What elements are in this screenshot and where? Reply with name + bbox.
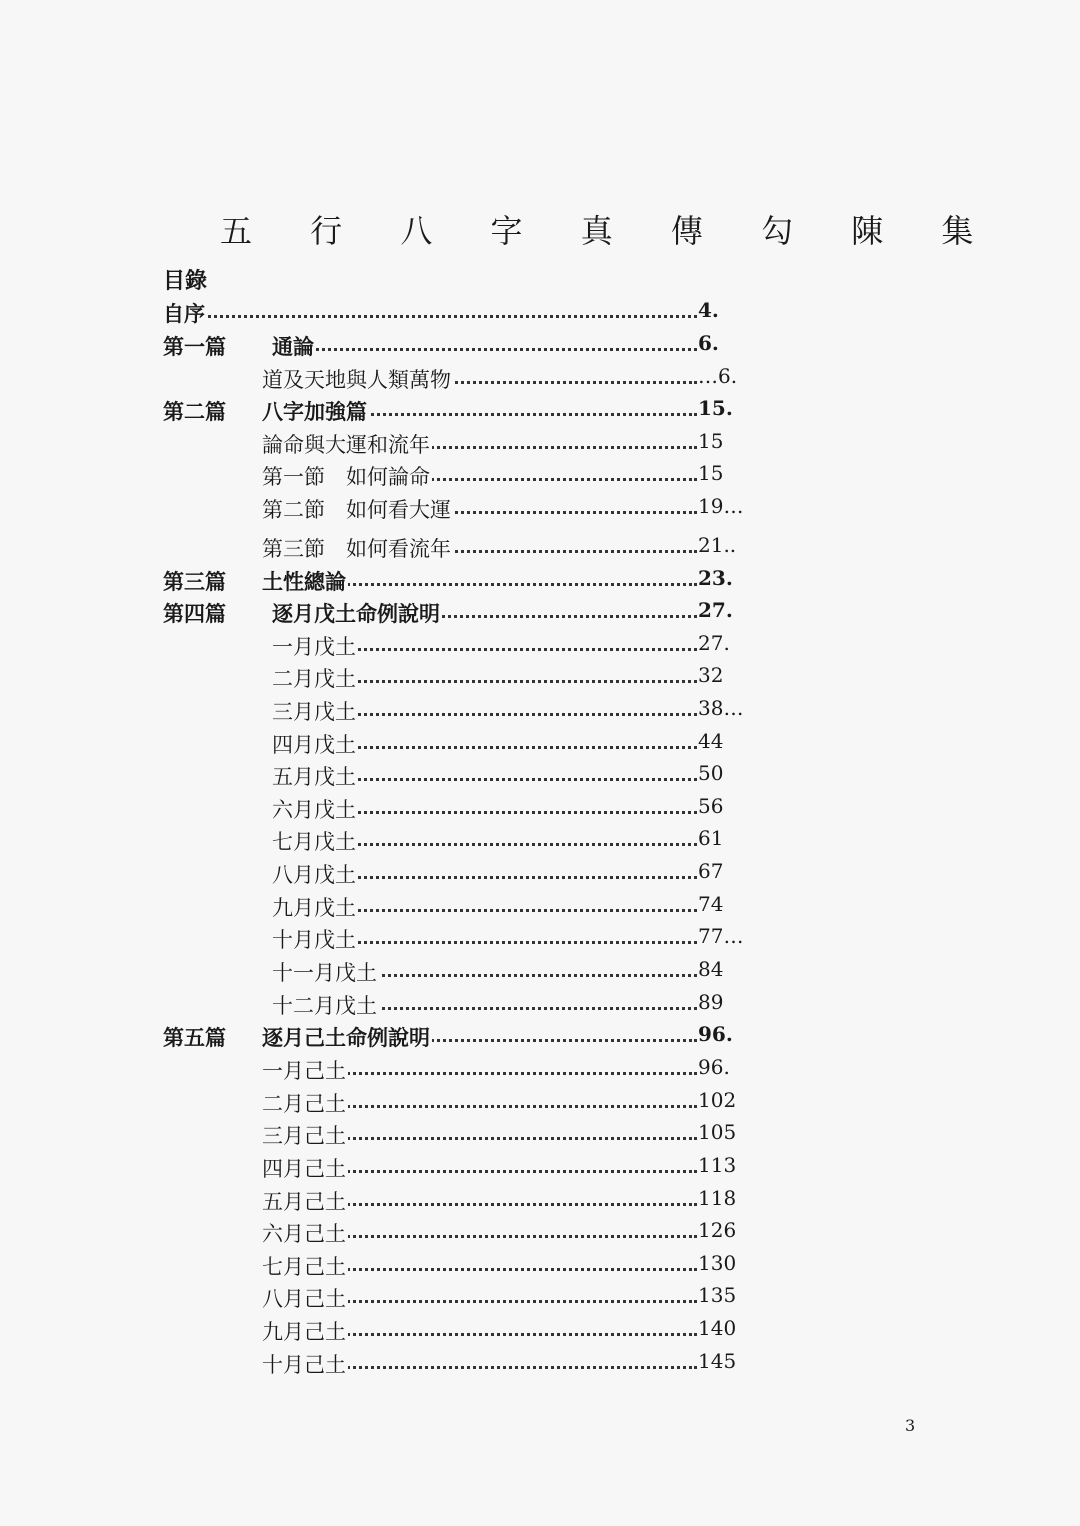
- toc-entry-label: 第二節 如何看大運: [262, 494, 453, 524]
- toc-entry: [0, 1251, 1080, 1281]
- toc-page-number: 27.: [698, 631, 730, 655]
- toc-entry: [0, 1153, 1080, 1183]
- toc-page-number: 130: [698, 1251, 737, 1275]
- toc-part-label: 第三篇: [163, 570, 226, 594]
- toc-entry: [0, 429, 1080, 459]
- toc-entry-label: 逐月己土命例說明: [262, 1022, 432, 1052]
- toc-entry-label: 土性總論: [262, 566, 348, 596]
- toc-entry-label: 五月己土: [262, 1186, 348, 1216]
- toc-page-number: 19…: [698, 494, 744, 518]
- toc-entry: [0, 331, 1080, 361]
- toc-entry-label: 八字加強篇: [262, 396, 369, 426]
- toc-page-number: 32: [698, 663, 724, 687]
- toc-entry-label: 三月己土: [262, 1120, 348, 1150]
- toc-entry: [0, 1186, 1080, 1216]
- toc-entry: [0, 1088, 1080, 1118]
- page-number: 3: [905, 1416, 916, 1435]
- toc-entry: [0, 696, 1080, 726]
- toc-page-number: 23.: [698, 566, 733, 590]
- toc-entry-label: 九月己土: [262, 1316, 348, 1346]
- toc-entry: [0, 598, 1080, 628]
- toc-entry: [0, 1218, 1080, 1248]
- toc-page-number: 27.: [698, 598, 733, 622]
- toc-page-number: 61: [698, 826, 724, 850]
- toc-part-label: 第二篇: [163, 400, 226, 424]
- toc-entry: [0, 663, 1080, 693]
- toc-page-number: 96.: [698, 1022, 733, 1046]
- toc-page-number: 6.: [698, 331, 719, 355]
- toc-page-number: 21..: [698, 533, 737, 557]
- toc-page-number: 15: [698, 429, 724, 453]
- toc-entry-label: 八月戊土: [272, 859, 358, 889]
- toc-entry-label: 第三節 如何看流年: [262, 533, 453, 563]
- toc-entry: [0, 631, 1080, 661]
- toc-page-number: 38…: [698, 696, 744, 720]
- toc-page-number: 140: [698, 1316, 737, 1340]
- toc-entry-label: 二月戊土: [272, 663, 358, 693]
- toc-entry-label: 六月己土: [262, 1218, 348, 1248]
- toc-entry-label: 二月己土: [262, 1088, 348, 1118]
- toc-page-number: 74: [698, 892, 724, 916]
- toc-entry-label: 一月戊土: [272, 631, 358, 661]
- toc-entry: [0, 826, 1080, 856]
- toc-page-number: 105: [698, 1120, 737, 1144]
- toc-entry: [0, 794, 1080, 824]
- toc-entry-label: 論命與大運和流年: [262, 429, 432, 459]
- toc-entry-label: 第一節 如何論命: [262, 461, 432, 491]
- book-title: 五 行 八 字 真 傳 勾 陳 集: [220, 212, 998, 250]
- toc-page-number: 96.: [698, 1055, 730, 1079]
- toc-page-number: 135: [698, 1283, 737, 1307]
- toc-entry: [0, 990, 1080, 1020]
- toc-page-number: 67: [698, 859, 724, 883]
- toc-entry-label: 逐月戊土命例說明: [272, 598, 442, 628]
- toc-entry: [0, 1120, 1080, 1150]
- toc-entry-label: 十月戊土: [272, 924, 358, 954]
- toc-page-number: 77…: [698, 924, 744, 948]
- toc-entry-label: 十二月戊土: [272, 990, 379, 1020]
- toc-entry: [0, 1283, 1080, 1313]
- toc-page-number: 84: [698, 957, 724, 981]
- toc-part-label: 第四篇: [163, 602, 226, 626]
- toc-part-label: 第一篇: [163, 335, 226, 359]
- toc-page-number: 56: [698, 794, 724, 818]
- toc-entry: [0, 1022, 1080, 1052]
- toc-entry: [0, 729, 1080, 759]
- toc-page-number: 15: [698, 461, 724, 485]
- toc-page-number: 145: [698, 1349, 737, 1373]
- toc-entry-label: 十月己土: [262, 1349, 348, 1379]
- toc-entry-label: 五月戊土: [272, 761, 358, 791]
- toc-page-number: 4.: [698, 298, 719, 322]
- toc-entry: [0, 298, 1080, 328]
- toc-entry: [0, 957, 1080, 987]
- toc-entry: [0, 1055, 1080, 1085]
- contents-heading: 目錄: [163, 269, 208, 294]
- toc-entry: [0, 924, 1080, 954]
- toc-entry-label: 十一月戊土: [272, 957, 379, 987]
- toc-dot-leader: [292, 348, 697, 351]
- toc-entry-label: 九月戊土: [272, 892, 358, 922]
- toc-entry: [0, 494, 1080, 524]
- toc-entry: [0, 566, 1080, 596]
- toc-page-number: 15.: [698, 396, 733, 420]
- toc-entry-label: 自序: [163, 298, 207, 328]
- toc-entry-label: 道及天地與人類萬物: [262, 364, 453, 394]
- toc-entry-label: 六月戊土: [272, 794, 358, 824]
- toc-entry-label: 八月己土: [262, 1283, 348, 1313]
- toc-dot-leader: [183, 315, 697, 318]
- toc-entry: [0, 533, 1080, 563]
- toc-page-number: 50: [698, 761, 724, 785]
- toc-entry-label: 通論: [272, 331, 316, 361]
- toc-entry-label: 四月戊土: [272, 729, 358, 759]
- toc-page-number: …6.: [698, 364, 738, 388]
- toc-page-number: 126: [698, 1218, 737, 1242]
- toc-entry: [0, 396, 1080, 426]
- toc-entry: [0, 761, 1080, 791]
- toc-page-number: 113: [698, 1153, 737, 1177]
- toc-entry-label: 七月戊土: [272, 826, 358, 856]
- toc-entry-label: 一月己土: [262, 1055, 348, 1085]
- toc-entry: [0, 1349, 1080, 1379]
- toc-page-number: 44: [698, 729, 724, 753]
- toc-entry: [0, 461, 1080, 491]
- toc-page-number: 118: [698, 1186, 737, 1210]
- toc-page-number: 89: [698, 990, 724, 1014]
- toc-entry-label: 四月己土: [262, 1153, 348, 1183]
- toc-entry: [0, 1316, 1080, 1346]
- toc-page-number: 102: [698, 1088, 737, 1112]
- toc-entry: [0, 364, 1080, 394]
- toc-entry: [0, 859, 1080, 889]
- toc-entry-label: 七月己土: [262, 1251, 348, 1281]
- toc-entry: [0, 892, 1080, 922]
- toc-entry-label: 三月戊土: [272, 696, 358, 726]
- toc-part-label: 第五篇: [163, 1026, 226, 1050]
